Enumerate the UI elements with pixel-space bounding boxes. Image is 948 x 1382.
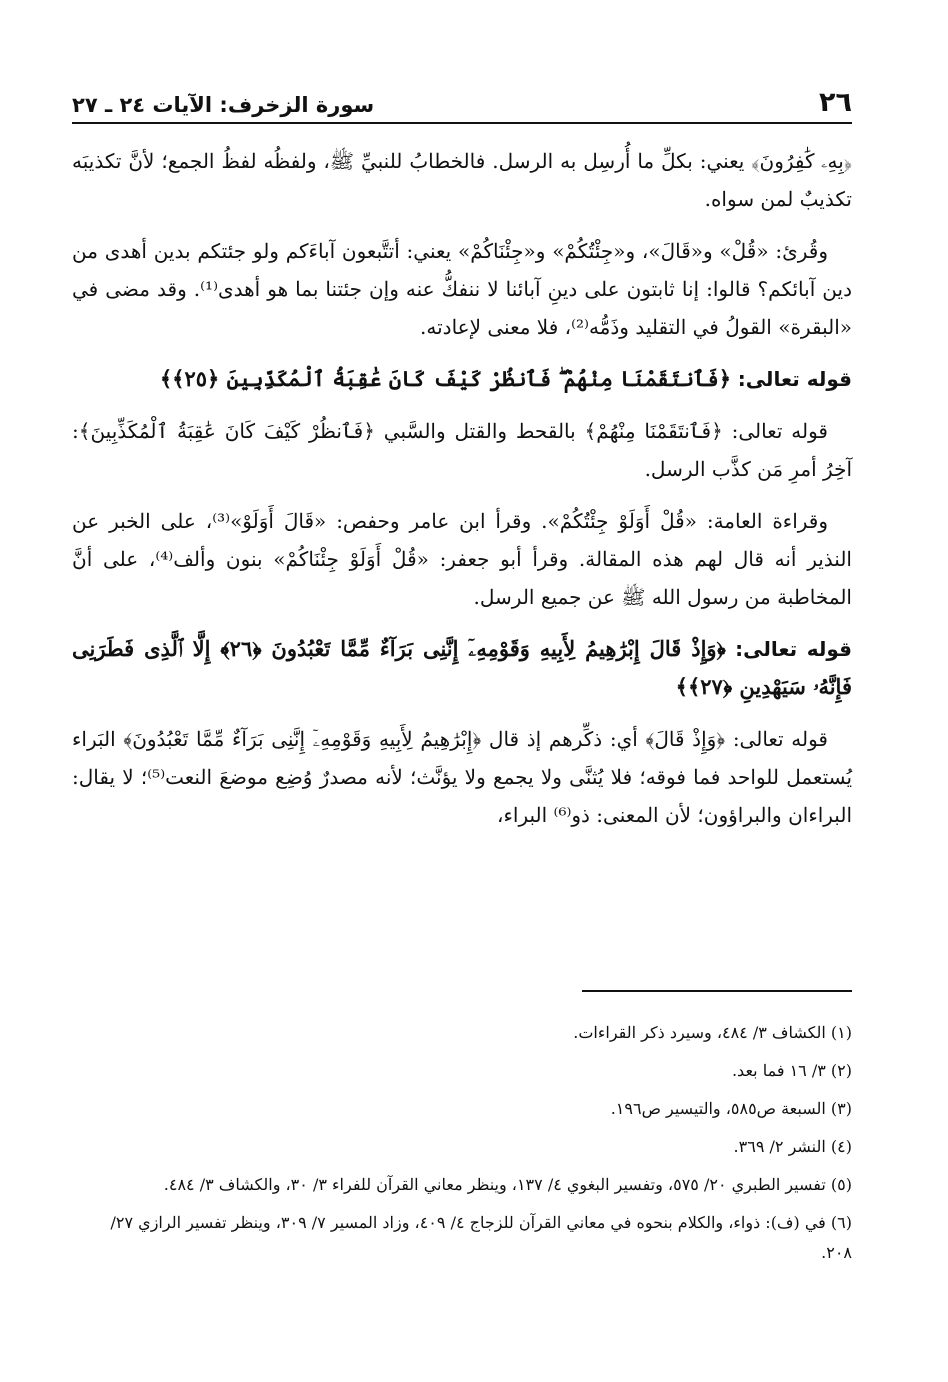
running-title: سورة الزخرف: الآيات ٢٤ ـ ٢٧ — [72, 93, 375, 117]
paragraph-1: ﴿بِهِۦ كَٰفِرُونَ﴾ يعني: بكلِّ ما أُرسِل به الرسل. فالخطابُ للنبيِّ ﷺ، ولفظُه لفظُ الجمع؛ لأنَّ تكذيبَه تكذيبٌ لمن سواه. — [72, 149, 852, 211]
paragraph-4: وقراءة العامة: «قُلْ أَوَلَوْ جِئْتُكُمْ». وقرأ ابن عامر وحفص: «قَالَ أَوَلَوْ»⁽³⁾، على الخبر عن النذير أنه قال لهم هذه المقالة. وقرأ أبو جعفر: «قُلْ أَوَلَوْ جِئْنَاكُمْ» بنون وألف⁽⁴⁾، على أنَّ المخاطبة من رسول الله ﷺ عن جميع الرسل. — [72, 509, 852, 609]
footnote-5: (٥) تفسير الطبري ٢٠/ ٥٧٥، وتفسير البغوي ٤/ ١٣٧، وينظر معاني القرآن للفراء ٣/ ٣٠، والكشاف ٣/ ٤٨٤. — [163, 1175, 852, 1194]
footnote-6: (٦) في (ف): ذواء، والكلام بنحوه في معاني القرآن للزجاج ٤/ ٤٠٩، وزاد المسير ٧/ ٣٠٩، وينظر تفسير الرازي ٢٧/ ٢٠٨. — [110, 1213, 852, 1262]
page-number: ٢٦ — [819, 87, 852, 118]
footnotes — [80, 1018, 852, 1276]
paragraph-5: قوله تعالى: ﴿وَإِذْ قَالَ﴾ أي: ذكِّرهم إذ قال ﴿إِبْرَٰهِيمُ لِأَبِيهِ وَقَوْمِهِۦٓ إِنَّنِى بَرَآءٌ مِّمَّا تَعْبُدُونَ﴾ البَراء يُستعمل للواحد فما فوقه؛ فلا يُثنَّى ولا يجمع ولا يؤنَّث؛ لأنه مصدرٌ وُضِع موضعَ النعت⁽⁵⁾؛ لا يقال: البراءان والبراؤون؛ لأن المعنى: ذو⁽⁶⁾ البراء، — [72, 727, 853, 827]
footnote-4: (٤) النشر ٢/ ٣٦٩. — [733, 1137, 852, 1156]
footnote-3: (٣) السبعة ص٥٨٥، والتيسير ص١٩٦. — [610, 1099, 852, 1118]
paragraph-2: وقُرئ: «قُلْ» و«قَالَ»، و«جِئْتُكُمْ» و«جِئْنَاكُمْ» يعني: أتتَّبعون آباءَكم ولو جئتكم بدين أهدى من دين آبائكم؟ قالوا: إنا ثابتون على دينِ آبائنا لا ننفكُّ عنه وإن جئتنا بما هو أهدى⁽¹⁾. وقد مضى في «البقرة» القولُ في التقليد وذَمُّه⁽²⁾، فلا معنى لإعادته. — [72, 239, 853, 339]
verse-heading-lead: قوله تعالى: — [737, 367, 852, 391]
verse-heading-25 — [72, 360, 852, 398]
footnote-separator — [582, 990, 852, 992]
verse-heading-lead: قوله تعالى: — [735, 637, 852, 661]
verse-text: ﴿فَٱنتَقَمْنَا مِنْهُمْ ۖ فَٱنظُرْ كَيْفَ كَانَ عَٰقِبَةُ ٱلْمُكَذِّبِينَ ﴿٢٥﴾﴾ — [159, 366, 732, 391]
paragraph-3: قوله تعالى: ﴿فَٱنتَقَمْنَا مِنْهُمْ﴾ بالقحط والقتل والسَّبي ﴿فَٱنظُرْ كَيْفَ كَانَ عَٰقِبَةُ ٱلْمُكَذِّبِينَ﴾: آخِرُ أمرِ مَن كذَّب الرسل. — [72, 419, 852, 481]
footnote-2: (٢) ٣/ ١٦ فما بعد. — [731, 1061, 852, 1080]
page-header — [72, 72, 852, 116]
footnote-1: (١) الكشاف ٣/ ٤٨٤، وسيرد ذكر القراءات. — [573, 1023, 852, 1042]
header-rule — [72, 122, 852, 124]
main-text — [72, 142, 852, 848]
verse-text: ﴿وَإِذْ قَالَ إِبْرَٰهِيمُ لِأَبِيهِ وَقَوْمِهِۦٓ إِنَّنِى بَرَآءٌ مِّمَّا تَعْبُدُونَ ﴿٢٦﴾ إِلَّا ٱلَّذِى فَطَرَنِى فَإِنَّهُۥ سَيَهْدِينِ ﴿٢٧﴾﴾ — [72, 636, 852, 699]
verse-heading-26-27 — [72, 630, 852, 706]
